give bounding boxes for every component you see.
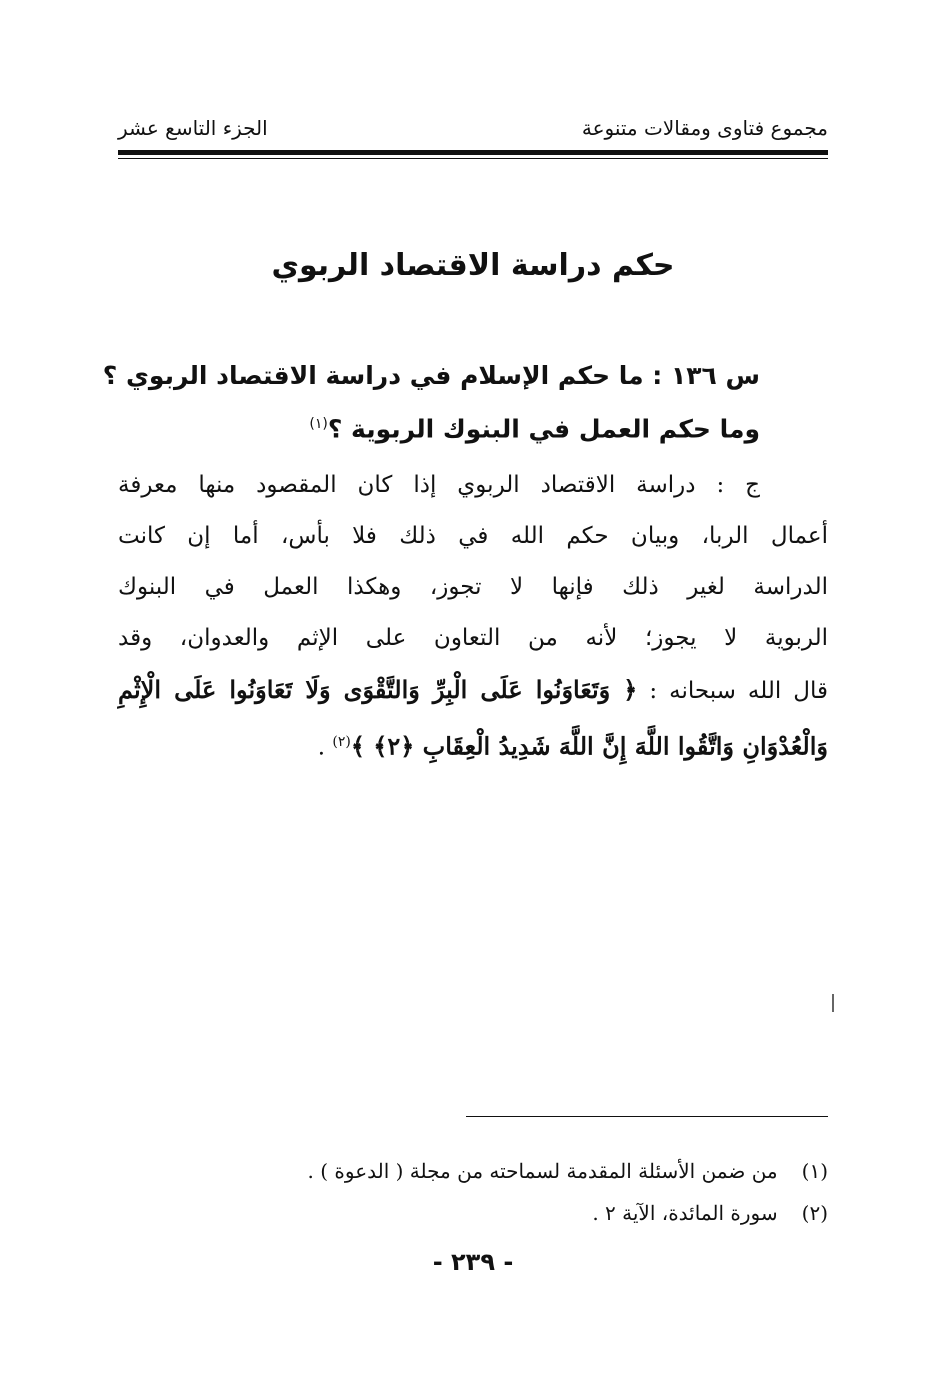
answer-line-6	[118, 717, 828, 774]
page-number: - ٢٣٩ -	[432, 1248, 514, 1276]
footnote-divider	[466, 1116, 828, 1117]
header-divider-thin	[118, 158, 828, 159]
answer-line-3: الدراسة لغير ذلك فإنها لا تجوز، وهكذا العمل في البنوك	[118, 574, 828, 600]
quran-verse-part-1: ﴿ وَتَعَاوَنُوا عَلَى الْبِرِّ وَالتَّقْوَى وَلَا تَعَاوَنُوا عَلَى الْإِثْمِ	[118, 675, 638, 704]
running-header	[118, 112, 828, 146]
answer-line-2: أعمال الربا، وبيان حكم الله في ذلك فلا بأس، أما إن كانت	[118, 523, 828, 549]
answer-block	[118, 460, 828, 774]
footnote-2-text: سورة المائدة، الآية ٢ .	[592, 1201, 778, 1225]
book-title: مجموع فتاوى ومقالات متنوعة	[581, 116, 828, 140]
footnotes	[118, 1150, 828, 1234]
footnote-ref-1: (١)	[309, 416, 328, 432]
footnote-2-number: (٢)	[801, 1201, 828, 1225]
header-divider-thick	[118, 150, 828, 155]
question-line-2	[118, 400, 760, 453]
question-block	[102, 352, 760, 453]
question-line-2-text: وما حكم العمل في البنوك الربوية ؟	[327, 414, 760, 444]
answer-line-4: الربوية لا يجوز؛ لأنه من التعاون على الإثم والعدوان، وقد	[118, 625, 828, 651]
footnote-ref-2: (٢)	[332, 734, 351, 750]
question-line-1: س ١٣٦ : ما حكم الإسلام في دراسة الاقتصاد الربوي ؟	[102, 361, 760, 390]
answer-end-punct: .	[317, 734, 333, 761]
chapter-title: حكم دراسة الاقتصاد الربوي	[271, 248, 675, 283]
footnote-1	[118, 1150, 828, 1192]
header-divider	[118, 150, 828, 159]
footnote-1-text: من ضمن الأسئلة المقدمة لسماحته من مجلة ( الدعوة ) .	[307, 1159, 778, 1183]
volume-label: الجزء التاسع عشر	[118, 116, 268, 140]
footnote-2	[118, 1192, 828, 1234]
scan-mark	[832, 994, 834, 1012]
footnote-1-number: (١)	[801, 1159, 828, 1183]
quran-verse-part-2: وَالْعُدْوَانِ وَاتَّقُوا اللَّهَ إِنَّ اللَّهَ شَدِيدُ الْعِقَابِ ﴿٢﴾ ﴾	[350, 731, 828, 761]
answer-line-5	[118, 664, 828, 717]
answer-line-1: ج : دراسة الاقتصاد الربوي إذا كان المقصود منها معرفة	[118, 472, 760, 498]
answer-line-5-prefix: قال الله سبحانه :	[649, 678, 828, 704]
